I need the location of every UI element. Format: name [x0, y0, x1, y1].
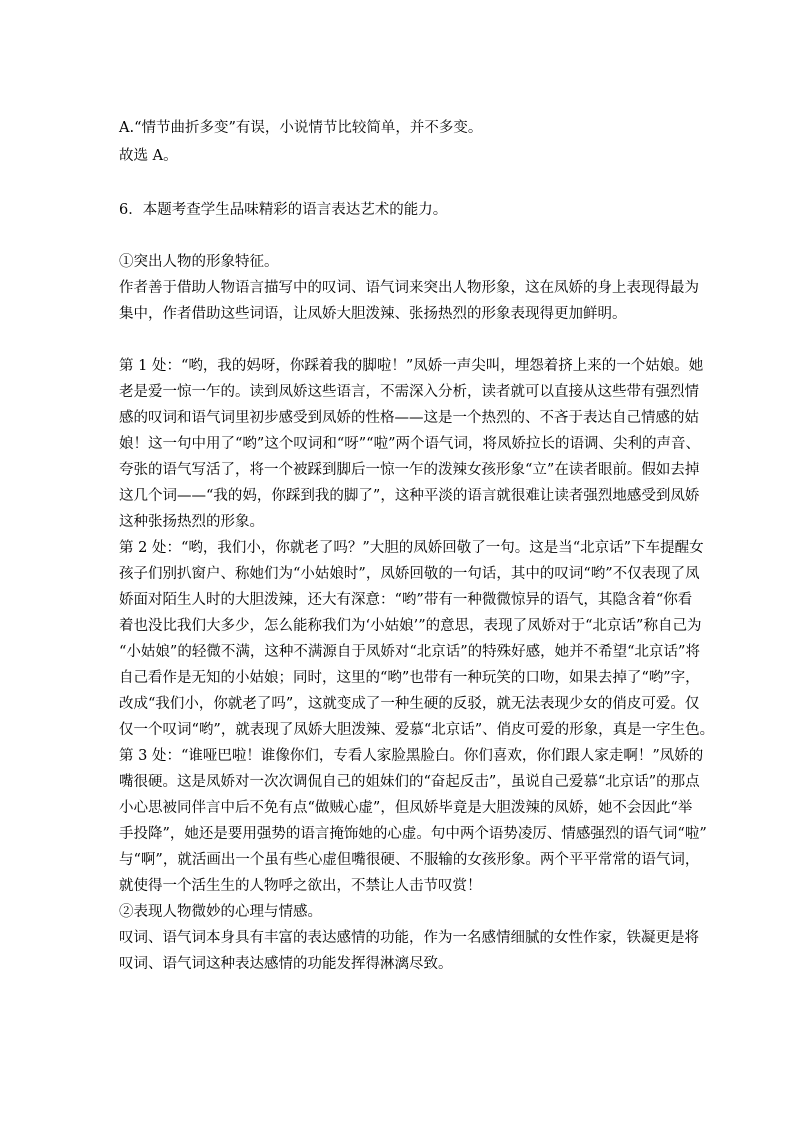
paragraph-line: 改成“我们小，你就老了吗”，这就变成了一种生硬的反驳，就无法表现少女的俏皮可爱。仅	[119, 696, 700, 712]
paragraph-line: 自己看作是无知的小姑娘；同时，这里的“哟”也带有一种玩笑的口吻，如果去掉了“哟”字，	[119, 670, 700, 686]
paragraph-line: 这种张扬热烈的形象。	[119, 514, 264, 530]
paragraph-line: 叹词、语气词这种表达感情的功能发挥得淋漓尽致。	[119, 956, 453, 972]
paragraph-line: 夸张的语气写活了，将一个被踩到脚后一惊一乍的泼辣女孩形象“立”在读者眼前。假如去掉	[119, 462, 700, 478]
paragraph-line: 娇面对陌生人时的大胆泼辣，还大有深意：“哟”带有一种微微惊异的语气，其隐含着“你看	[119, 592, 693, 608]
paragraph-line: 这几个词——“我的妈，你踩到我的脚了”，这种平淡的语言就很难让读者强烈地感受到凤娇	[119, 488, 700, 504]
paragraph-line: 感的叹词和语气词里初步感受到凤娇的性格——这是一个热烈的、不吝于表达自己情感的姑	[119, 410, 699, 426]
answer-a-line: A.“情节曲折多变”有误，小说情节比较简单，并不多变。	[119, 120, 483, 136]
paragraph-line: 与“啊”，就活画出一个虽有些心虚但嘴很硬、不服输的女孩形象。两个平平常常的语气词，	[119, 852, 700, 868]
paragraph-line: 孩子们别扒窗户、称她们为“小姑娘时”，凤娇回敬的一句话，其中的叹词“哟”不仅表现了凤	[119, 566, 700, 582]
example-1-line: 第 1 处：“哟，我的妈呀，你踩着我的脚啦！”凤娇一声尖叫，埋怨着挤上来的一个姑娘。她	[119, 358, 704, 374]
example-3-line: 第 3 处：“谁哑巴啦！谁像你们，专看人家脸黑脸白。你们喜欢，你们跟人家走啊！”凤娇的	[119, 748, 704, 764]
example-2-line: 第 2 处：“哟，我们小，你就老了吗？”大胆的凤娇回敬了一句。这是当“北京话”下车提醒女	[119, 540, 704, 556]
paragraph-line: 就使得一个活生生的人物呼之欲出，不禁让人击节叹赏！	[119, 878, 482, 894]
paragraph-line: 叹词、语气词本身具有丰富的表达感情的功能，作为一名感情细腻的女性作家，铁凝更是将	[119, 930, 699, 946]
paragraph-line: 小心思被同伴言中后不免有点“做贼心虚”，但凤娇毕竟是大胆泼辣的凤娇，她不会因此“举	[119, 800, 693, 816]
point-2-heading: ②表现人物微妙的心理与情感。	[119, 904, 322, 920]
paragraph-line: 仅一个叹词“哟”，就表现了凤娇大胆泼辣、爱慕“北京话”、俏皮可爱的形象，真是一字生色。	[119, 722, 715, 738]
paragraph-line: 着也没比我们大多少，怎么能称我们为‘小姑娘’”的意思，表现了凤娇对于“北京话”称自己为	[119, 618, 702, 634]
question-6-heading: 6．本题考查学生品味精彩的语言表达艺术的能力。	[119, 202, 448, 218]
paragraph-line: 老是爱一惊一乍的。读到凤娇这些语言，不需深入分析，读者就可以直接从这些带有强烈情	[119, 384, 699, 400]
paragraph-line: 嘴很硬。这是凤娇对一次次调侃自己的姐妹们的“奋起反击”，虽说自己爱慕“北京话”的那点	[119, 774, 700, 790]
point-1-heading: ①突出人物的形象特征。	[119, 254, 279, 270]
answer-choice-line: 故选 A。	[119, 148, 178, 164]
paragraph-line: 集中，作者借助这些词语，让凤娇大胆泼辣、张扬热烈的形象表现得更加鲜明。	[119, 306, 627, 322]
paragraph-line: 手投降”，她还是要用强势的语言掩饰她的心虚。句中两个语势凌厉、情感强烈的语气词“啦”	[119, 826, 707, 842]
paragraph-line: 娘！这一句中用了“哟”这个叹词和“呀”“啦”两个语气词，将凤娇拉长的语调、尖利的声音、	[119, 436, 700, 452]
paragraph-line: 作者善于借助人物语言描写中的叹词、语气词来突出人物形象，这在凤娇的身上表现得最为	[119, 280, 699, 296]
paragraph-line: “小姑娘”的轻微不满，这种不满源自于凤娇对“北京话”的特殊好感，她并不希望“北京话”将	[119, 644, 700, 660]
